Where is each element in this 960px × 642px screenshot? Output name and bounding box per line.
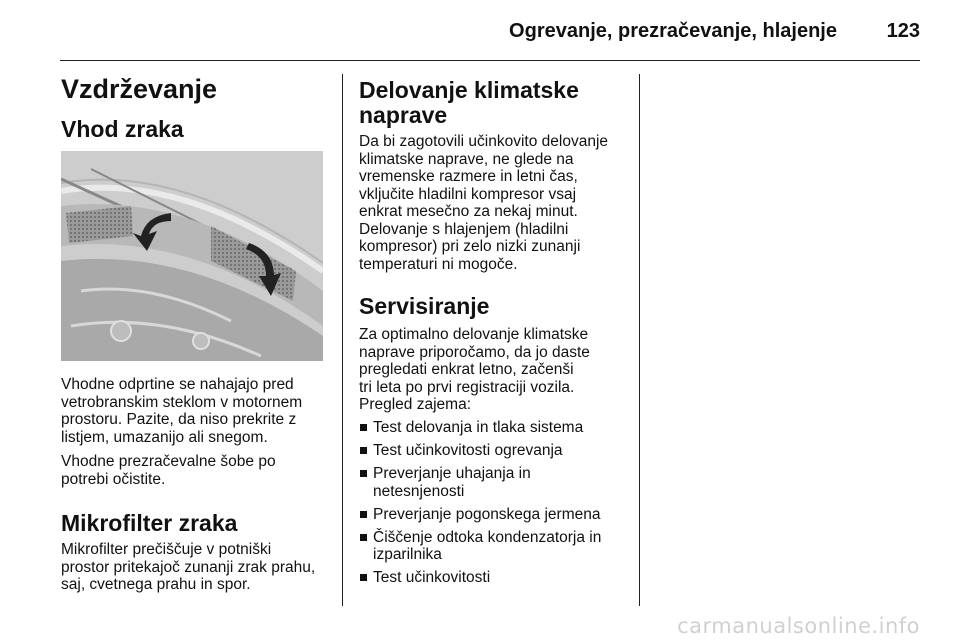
paragraph-mikrofilter: Mikrofilter prečiščuje v potniški prostor pritekajoč zunanji zrak prahu, saj, cvetnega prahu in spor. — [61, 541, 316, 593]
list-item: Test učinkovitosti — [359, 569, 649, 587]
windshield-air-inlet-illustration-icon — [61, 151, 323, 361]
bullet-square-icon — [360, 470, 367, 477]
list-item: Preverjanje uhajanja in netesnjenosti — [359, 465, 649, 500]
inspection-list — [359, 419, 649, 592]
paragraph-delovanje: Da bi zagotovili učinkovito delovanje klimatske naprave, ne glede na vremenske razmere in letni čas, vključite hladilni kompresor vsaj enkrat mesečno za nekaj minut. Delovanje s hlajenjem (hladilni kompresor) pri zelo nizki zunanji temperaturi ni mogoče. — [359, 133, 609, 273]
subheading-servisiranje: Servisiranje — [359, 293, 490, 319]
subheading-mikrofilter: Mikrofilter zraka — [61, 510, 238, 536]
page-number: 123 — [886, 20, 920, 42]
paragraph-clean-vents: Vhodne prezračevalne šobe po potrebi očistite. — [61, 453, 276, 488]
paragraph-servisiranje: Za optimalno delovanje klimatske naprave priporočamo, da jo daste pregledati enkrat letno, začenši tri leta po prvi registraciji vozila. Pregled zajema: — [359, 326, 590, 413]
watermark: carmanualsonline.info — [677, 614, 920, 638]
running-header-title: Ogrevanje, prezračevanje, hlajenje — [509, 20, 837, 42]
subheading-vhod-zraka: Vhod zraka — [61, 116, 184, 142]
bullet-square-icon — [360, 511, 367, 518]
header-divider — [60, 60, 920, 61]
bullet-square-icon — [360, 574, 367, 581]
bullet-square-icon — [360, 534, 367, 541]
list-item: Test učinkovitosti ogrevanja — [359, 442, 649, 460]
section-heading-vzdrzevanje: Vzdrževanje — [61, 74, 218, 104]
subheading-delovanje-klimatske: Delovanje klimatske naprave — [359, 77, 579, 128]
list-item: Čiščenje odtoka kondenzatorja in izparilnika — [359, 529, 649, 564]
column-divider-1 — [342, 74, 343, 606]
list-item: Test delovanja in tlaka sistema — [359, 419, 649, 437]
list-item: Preverjanje pogonskega jermena — [359, 506, 649, 524]
paragraph-air-inlet: Vhodne odprtine se nahajajo pred vetrobranskim steklom v motornem prostoru. Pazite, da niso prekrite z listjem, umazanijo ali snegom. — [61, 376, 303, 446]
bullet-square-icon — [360, 424, 367, 431]
bullet-square-icon — [360, 447, 367, 454]
